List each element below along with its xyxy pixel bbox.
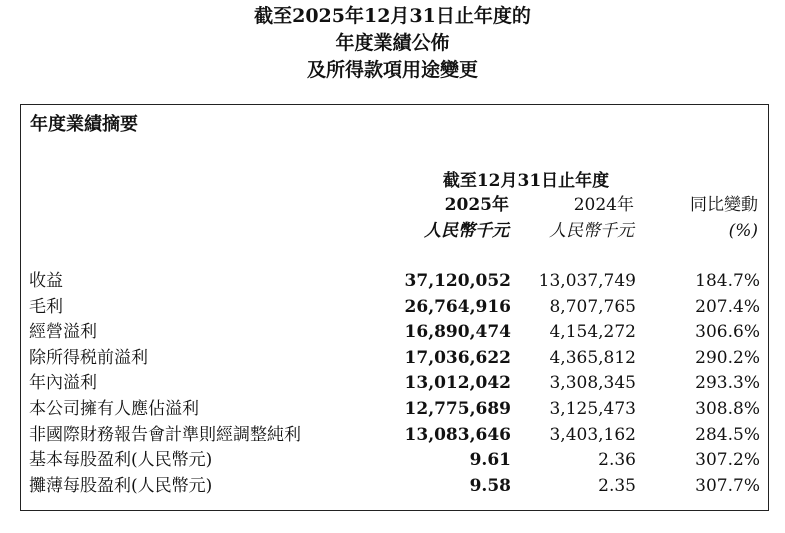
yoy-change: 307.7% bbox=[695, 475, 760, 496]
column-header-2025: 2025年 bbox=[444, 195, 509, 215]
table-row-profit-before-tax bbox=[21, 346, 770, 372]
value-2024: 3,125,473 bbox=[549, 398, 636, 419]
table-row-gross-profit bbox=[21, 295, 770, 321]
summary-section-title: 年度業績摘要 bbox=[30, 114, 138, 135]
yoy-change: 306.6% bbox=[695, 322, 760, 343]
results-summary-panel bbox=[20, 104, 769, 511]
value-2025: 9.58 bbox=[469, 475, 511, 496]
row-label: 經營溢利 bbox=[29, 322, 97, 343]
row-label: 攤薄每股盈利(人民幣元) bbox=[29, 475, 213, 496]
column-header-change: 同比變動 bbox=[690, 195, 758, 215]
row-label: 非國際財務報告會計準則經調整純利 bbox=[29, 424, 301, 445]
table-row-revenue bbox=[21, 269, 770, 295]
value-2024: 2.36 bbox=[598, 450, 636, 471]
value-2024: 2.35 bbox=[598, 475, 636, 496]
row-label: 收益 bbox=[29, 271, 63, 291]
value-2025: 12,775,689 bbox=[404, 398, 511, 419]
unit-2024: 人民幣千元 bbox=[549, 221, 634, 241]
yoy-change: 290.2% bbox=[695, 347, 760, 368]
yoy-change: 184.7% bbox=[695, 271, 760, 291]
row-label: 除所得税前溢利 bbox=[29, 347, 148, 368]
yoy-change: 207.4% bbox=[695, 296, 760, 317]
table-row-profit-for-year bbox=[21, 371, 770, 397]
yoy-change: 307.2% bbox=[695, 450, 760, 471]
table-row-adjusted-net-profit bbox=[21, 423, 770, 449]
value-2025: 9.61 bbox=[469, 450, 511, 471]
period-header: 截至12月31日止年度 bbox=[442, 171, 610, 191]
table-row-profit-attributable bbox=[21, 397, 770, 423]
table-row-operating-profit bbox=[21, 320, 770, 346]
yoy-change: 293.3% bbox=[695, 373, 760, 394]
value-2025: 13,012,042 bbox=[404, 373, 511, 394]
row-label: 本公司擁有人應佔溢利 bbox=[29, 398, 199, 419]
unit-2025: 人民幣千元 bbox=[424, 221, 509, 241]
column-header-2024: 2024年 bbox=[573, 195, 634, 215]
value-2024: 13,037,749 bbox=[538, 271, 636, 291]
value-2024: 4,365,812 bbox=[549, 347, 636, 368]
value-2025: 37,120,052 bbox=[404, 271, 511, 291]
row-label: 基本每股盈利(人民幣元) bbox=[29, 450, 213, 471]
summary-table bbox=[21, 269, 770, 499]
value-2025: 13,083,646 bbox=[404, 424, 511, 445]
value-2024: 3,403,162 bbox=[549, 424, 636, 445]
document-title-line-1: 截至2025年12月31日止年度的 bbox=[254, 5, 531, 27]
value-2025: 26,764,916 bbox=[404, 296, 511, 317]
value-2024: 3,308,345 bbox=[549, 373, 636, 394]
unit-change: (%) bbox=[728, 221, 758, 241]
yoy-change: 308.8% bbox=[695, 398, 760, 419]
table-row-basic-eps bbox=[21, 448, 770, 474]
yoy-change: 284.5% bbox=[695, 424, 760, 445]
row-label: 年內溢利 bbox=[29, 373, 97, 394]
document-title-line-3: 及所得款項用途變更 bbox=[306, 59, 478, 81]
value-2025: 17,036,622 bbox=[404, 347, 511, 368]
document-title-line-2: 年度業績公佈 bbox=[335, 32, 450, 54]
value-2024: 8,707,765 bbox=[549, 296, 636, 317]
row-label: 毛利 bbox=[29, 296, 63, 317]
value-2025: 16,890,474 bbox=[404, 322, 511, 343]
table-row-diluted-eps bbox=[21, 474, 770, 500]
value-2024: 4,154,272 bbox=[549, 322, 636, 343]
